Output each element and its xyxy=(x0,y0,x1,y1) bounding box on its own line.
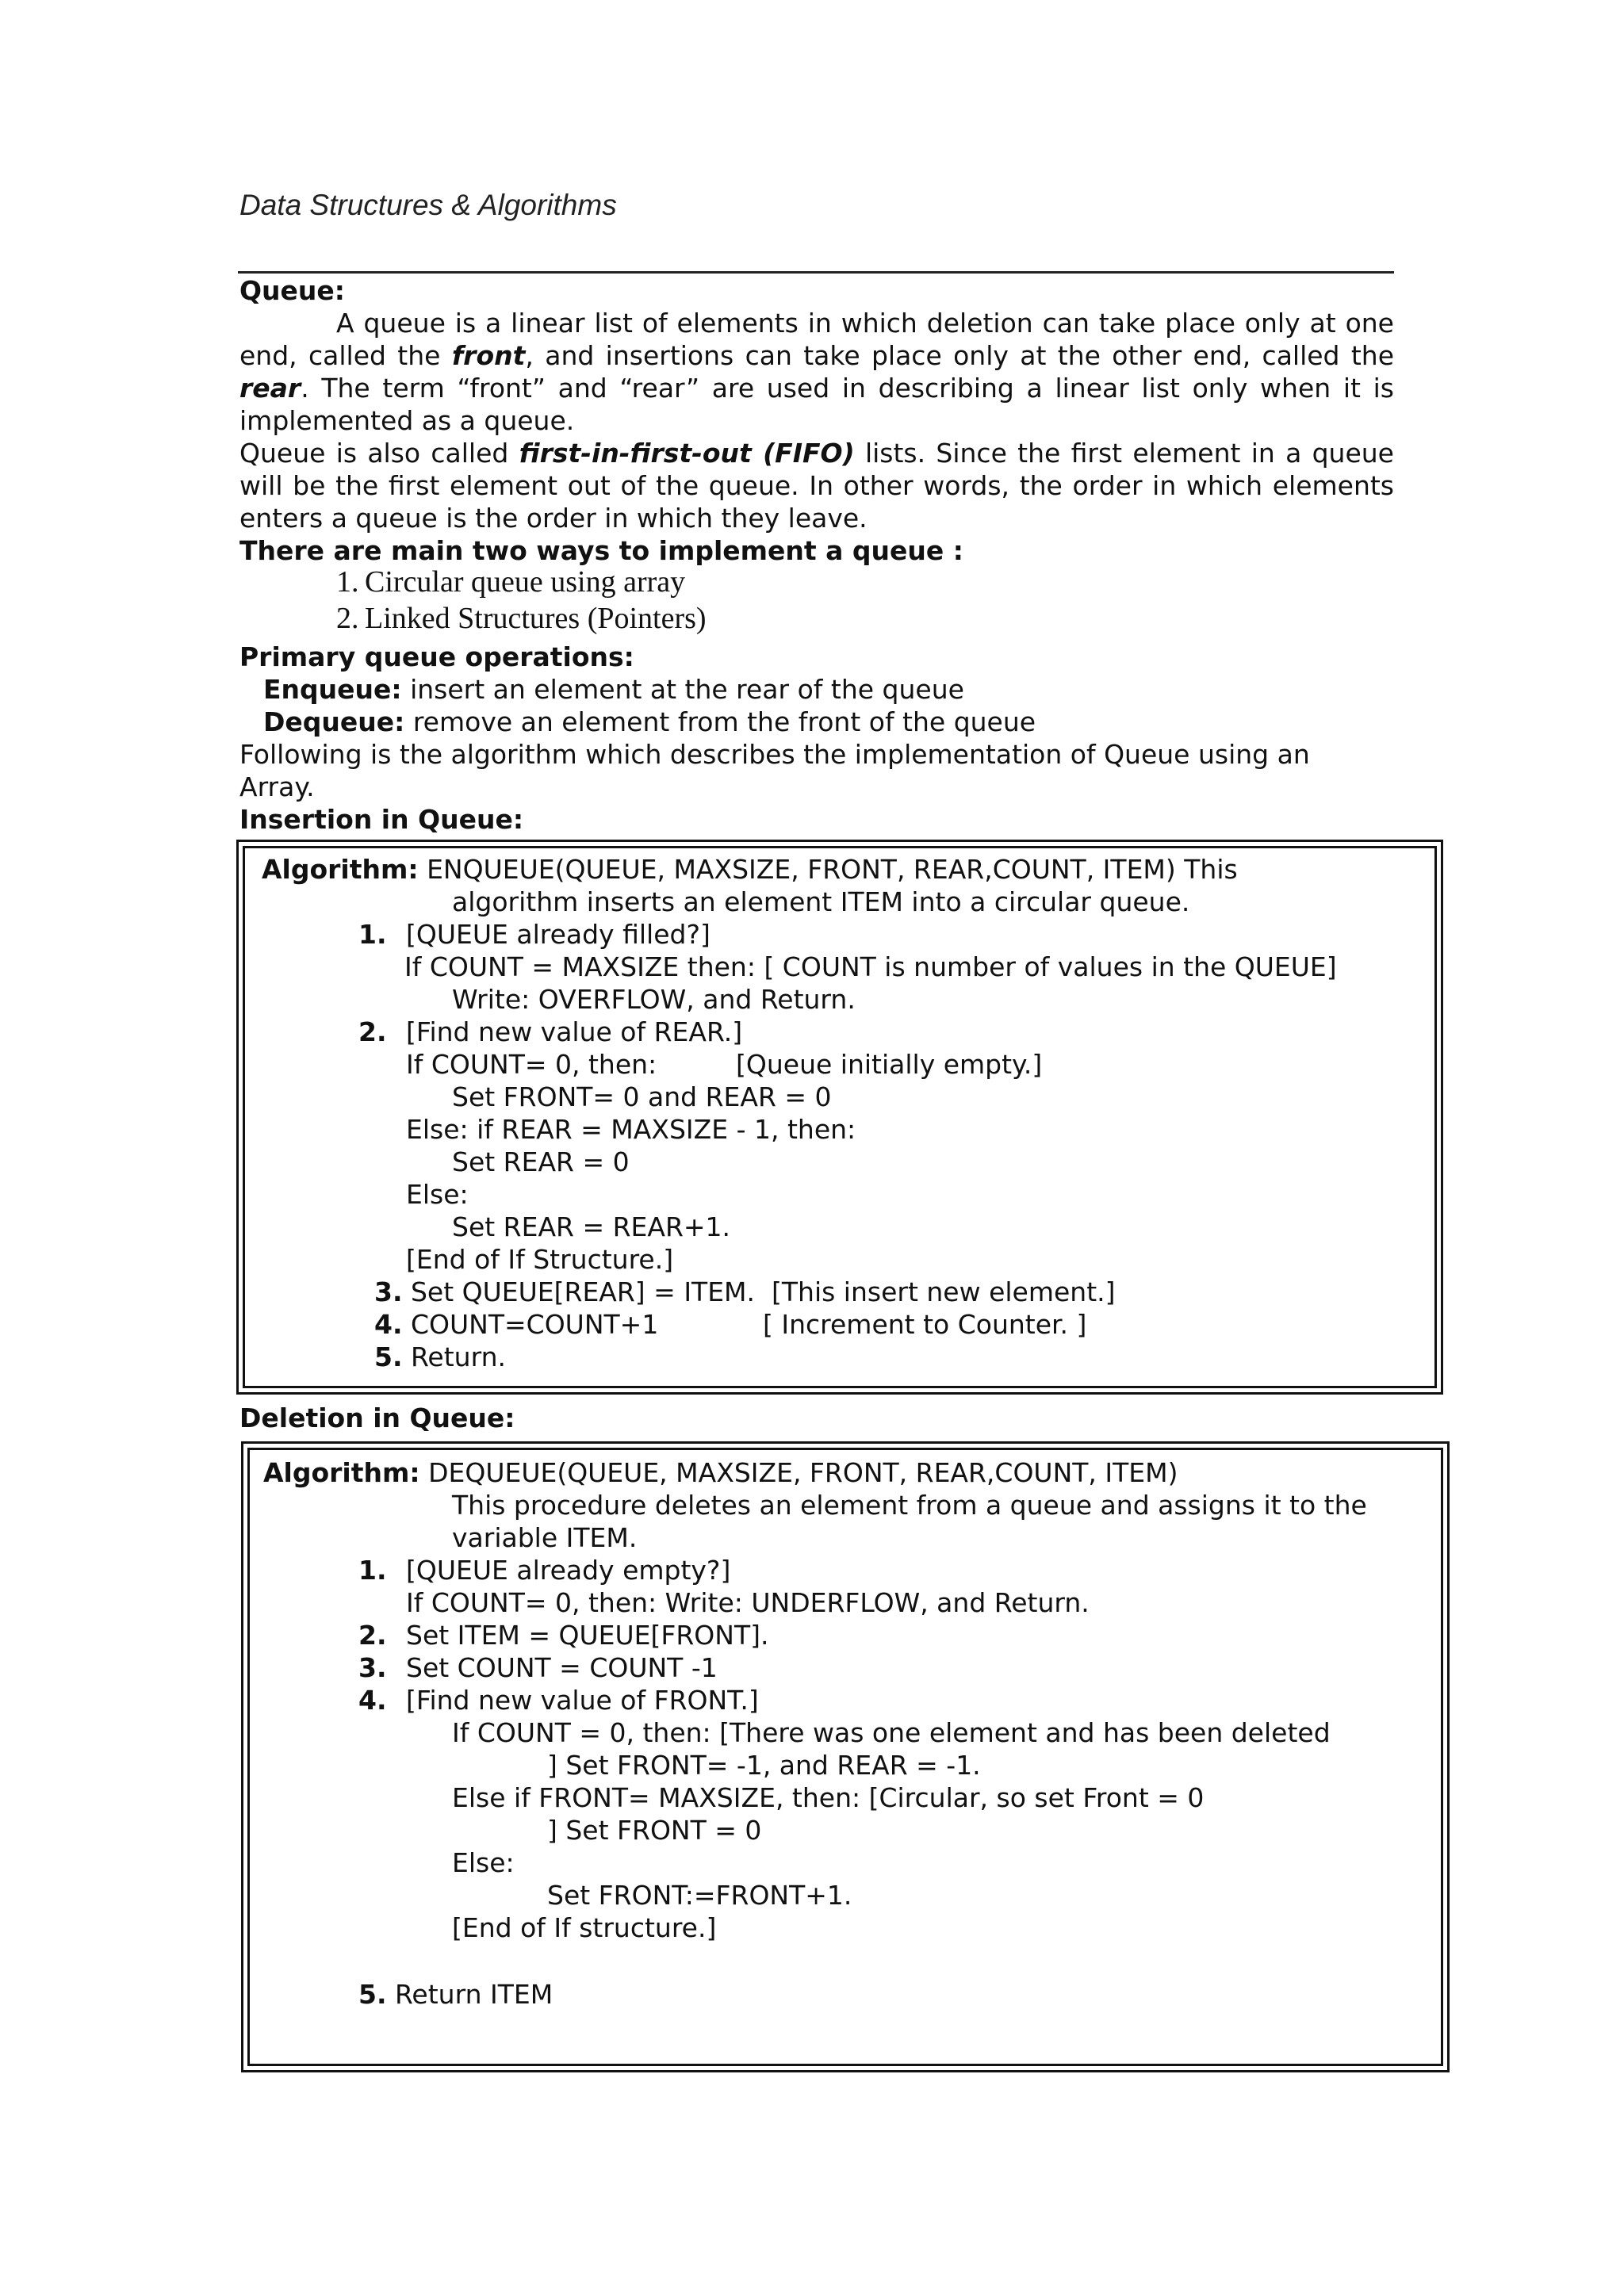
step-text: Set ITEM = QUEUE[FRONT]. xyxy=(406,1620,769,1651)
term-rear: rear xyxy=(239,373,301,404)
enqueue-step-3 xyxy=(374,1276,1116,1308)
dequeue-description: variable ITEM. xyxy=(452,1522,638,1553)
ways-list-item xyxy=(336,600,1288,637)
step-comment: [ Increment to Counter. ] xyxy=(763,1309,1087,1340)
ops-heading: Primary queue operations: xyxy=(239,641,634,672)
enqueue-description: algorithm inserts an element ITEM into a circular queue. xyxy=(452,886,1190,917)
step-line: Set FRONT= 0 and REAR = 0 xyxy=(452,1081,832,1112)
algorithm-label: Algorithm: xyxy=(263,1457,420,1488)
enqueue-step-5 xyxy=(374,1341,506,1373)
step-number: 1. xyxy=(358,1555,387,1586)
queue-heading: Queue: xyxy=(239,275,345,306)
step-text: Return ITEM xyxy=(386,1979,553,2010)
enqueue-signature xyxy=(262,854,1238,886)
step-line: If COUNT= 0, then: Write: UNDERFLOW, and Return. xyxy=(406,1587,1090,1618)
dequeue-description: This procedure deletes an element from a queue and assigns it to the xyxy=(452,1490,1367,1521)
step-line: [End of If structure.] xyxy=(452,1912,717,1943)
p1-text-c: . The term “front” and “rear” are used in describing a linear list only when it is implemented as a queue. xyxy=(239,373,1394,436)
step-line: Set REAR = REAR+1. xyxy=(452,1211,731,1242)
step-number: 5. xyxy=(358,1979,387,2010)
step-line: If COUNT = MAXSIZE then: [ COUNT is number of values in the QUEUE] xyxy=(404,951,1337,982)
queue-definition-paragraph xyxy=(239,307,1394,437)
step-line: Else if FRONT= MAXSIZE, then: [Circular, so set Front = 0 xyxy=(452,1782,1205,1813)
fifo-paragraph xyxy=(239,437,1394,534)
step-text: [QUEUE already filled?] xyxy=(406,919,710,950)
enqueue-definition xyxy=(263,673,1418,706)
step-text: Set COUNT = COUNT -1 xyxy=(406,1652,718,1683)
dequeue-label: Dequeue: xyxy=(263,706,405,737)
ways-heading: There are main two ways to implement a queue : xyxy=(239,535,963,566)
step-number: 4. xyxy=(374,1309,403,1340)
step-line: Else: xyxy=(452,1847,515,1878)
p2-text-a: Queue is also called xyxy=(239,438,519,469)
step-text: Return. xyxy=(402,1341,506,1372)
step-line: Set FRONT:=FRONT+1. xyxy=(547,1880,852,1911)
step-number: 5. xyxy=(374,1341,403,1372)
p1-text-a: A queue is a linear list of elements in which deletion can take place only at one end, called the xyxy=(239,308,1394,371)
step-number: 2. xyxy=(358,1016,387,1047)
header-rule xyxy=(238,271,1394,274)
step-line: If COUNT = 0, then: [There was one element and has been deleted xyxy=(452,1717,1331,1748)
following-paragraph: Following is the algorithm which describes the implementation of Queue using an Array. xyxy=(239,739,1310,802)
step-text: [Find new value of REAR.] xyxy=(406,1016,743,1047)
step-line: ] Set FRONT = 0 xyxy=(547,1815,762,1846)
enqueue-label: Enqueue: xyxy=(263,674,402,705)
list-text: Circular queue using array xyxy=(365,565,686,599)
step-text: Set QUEUE[REAR] = ITEM. [This insert new element.] xyxy=(402,1276,1116,1307)
dequeue-step-5 xyxy=(358,1979,553,2011)
list-number: 2. xyxy=(336,602,359,635)
step-text: [QUEUE already empty?] xyxy=(406,1555,731,1586)
list-number: 1. xyxy=(336,565,359,599)
term-front: front xyxy=(451,340,526,371)
enqueue-step-4 xyxy=(374,1309,658,1341)
list-text: Linked Structures (Pointers) xyxy=(365,602,707,635)
step-line: ] Set FRONT= -1, and REAR = -1. xyxy=(547,1750,981,1781)
step-text: [Find new value of FRONT.] xyxy=(406,1685,759,1716)
step-text: COUNT=COUNT+1 xyxy=(402,1309,659,1340)
step-comment: [Queue initially empty.] xyxy=(736,1049,1043,1080)
dequeue-text: remove an element from the front of the queue xyxy=(404,706,1036,737)
dequeue-signature xyxy=(263,1457,1178,1489)
running-header-title: Data Structures & Algorithms xyxy=(239,189,617,221)
step-line: If COUNT= 0, then: xyxy=(406,1049,657,1080)
enqueue-text: insert an element at the rear of the queue xyxy=(401,674,964,705)
step-number: 3. xyxy=(358,1652,387,1683)
ways-list-item xyxy=(336,564,1288,600)
signature-text: ENQUEUE(QUEUE, MAXSIZE, FRONT, REAR,COUNT, ITEM) This xyxy=(418,854,1238,885)
insertion-heading: Insertion in Queue: xyxy=(239,804,524,835)
step-line: Write: OVERFLOW, and Return. xyxy=(452,984,856,1015)
p2-text-b: lists. Since the first element in a queue will be the first element out of the queue. In other words, the order in which elements enters a queue is the order in which they leave. xyxy=(239,438,1394,534)
step-number: 1. xyxy=(358,919,387,950)
term-fifo: first-in-first-out (FIFO) xyxy=(519,438,855,469)
step-number: 2. xyxy=(358,1620,387,1651)
step-line: Set REAR = 0 xyxy=(452,1146,630,1177)
signature-text: DEQUEUE(QUEUE, MAXSIZE, FRONT, REAR,COUNT, ITEM) xyxy=(419,1457,1178,1488)
algorithm-label: Algorithm: xyxy=(262,854,419,885)
step-line: Else: if REAR = MAXSIZE - 1, then: xyxy=(406,1114,856,1145)
deletion-heading: Deletion in Queue: xyxy=(239,1402,515,1433)
p1-text-b: , and insertions can take place only at the other end, called the xyxy=(525,340,1395,371)
dequeue-definition xyxy=(263,706,1418,738)
step-line: [End of If Structure.] xyxy=(406,1244,674,1275)
step-number: 3. xyxy=(374,1276,403,1307)
step-number: 4. xyxy=(358,1685,387,1716)
step-line: Else: xyxy=(406,1179,469,1210)
